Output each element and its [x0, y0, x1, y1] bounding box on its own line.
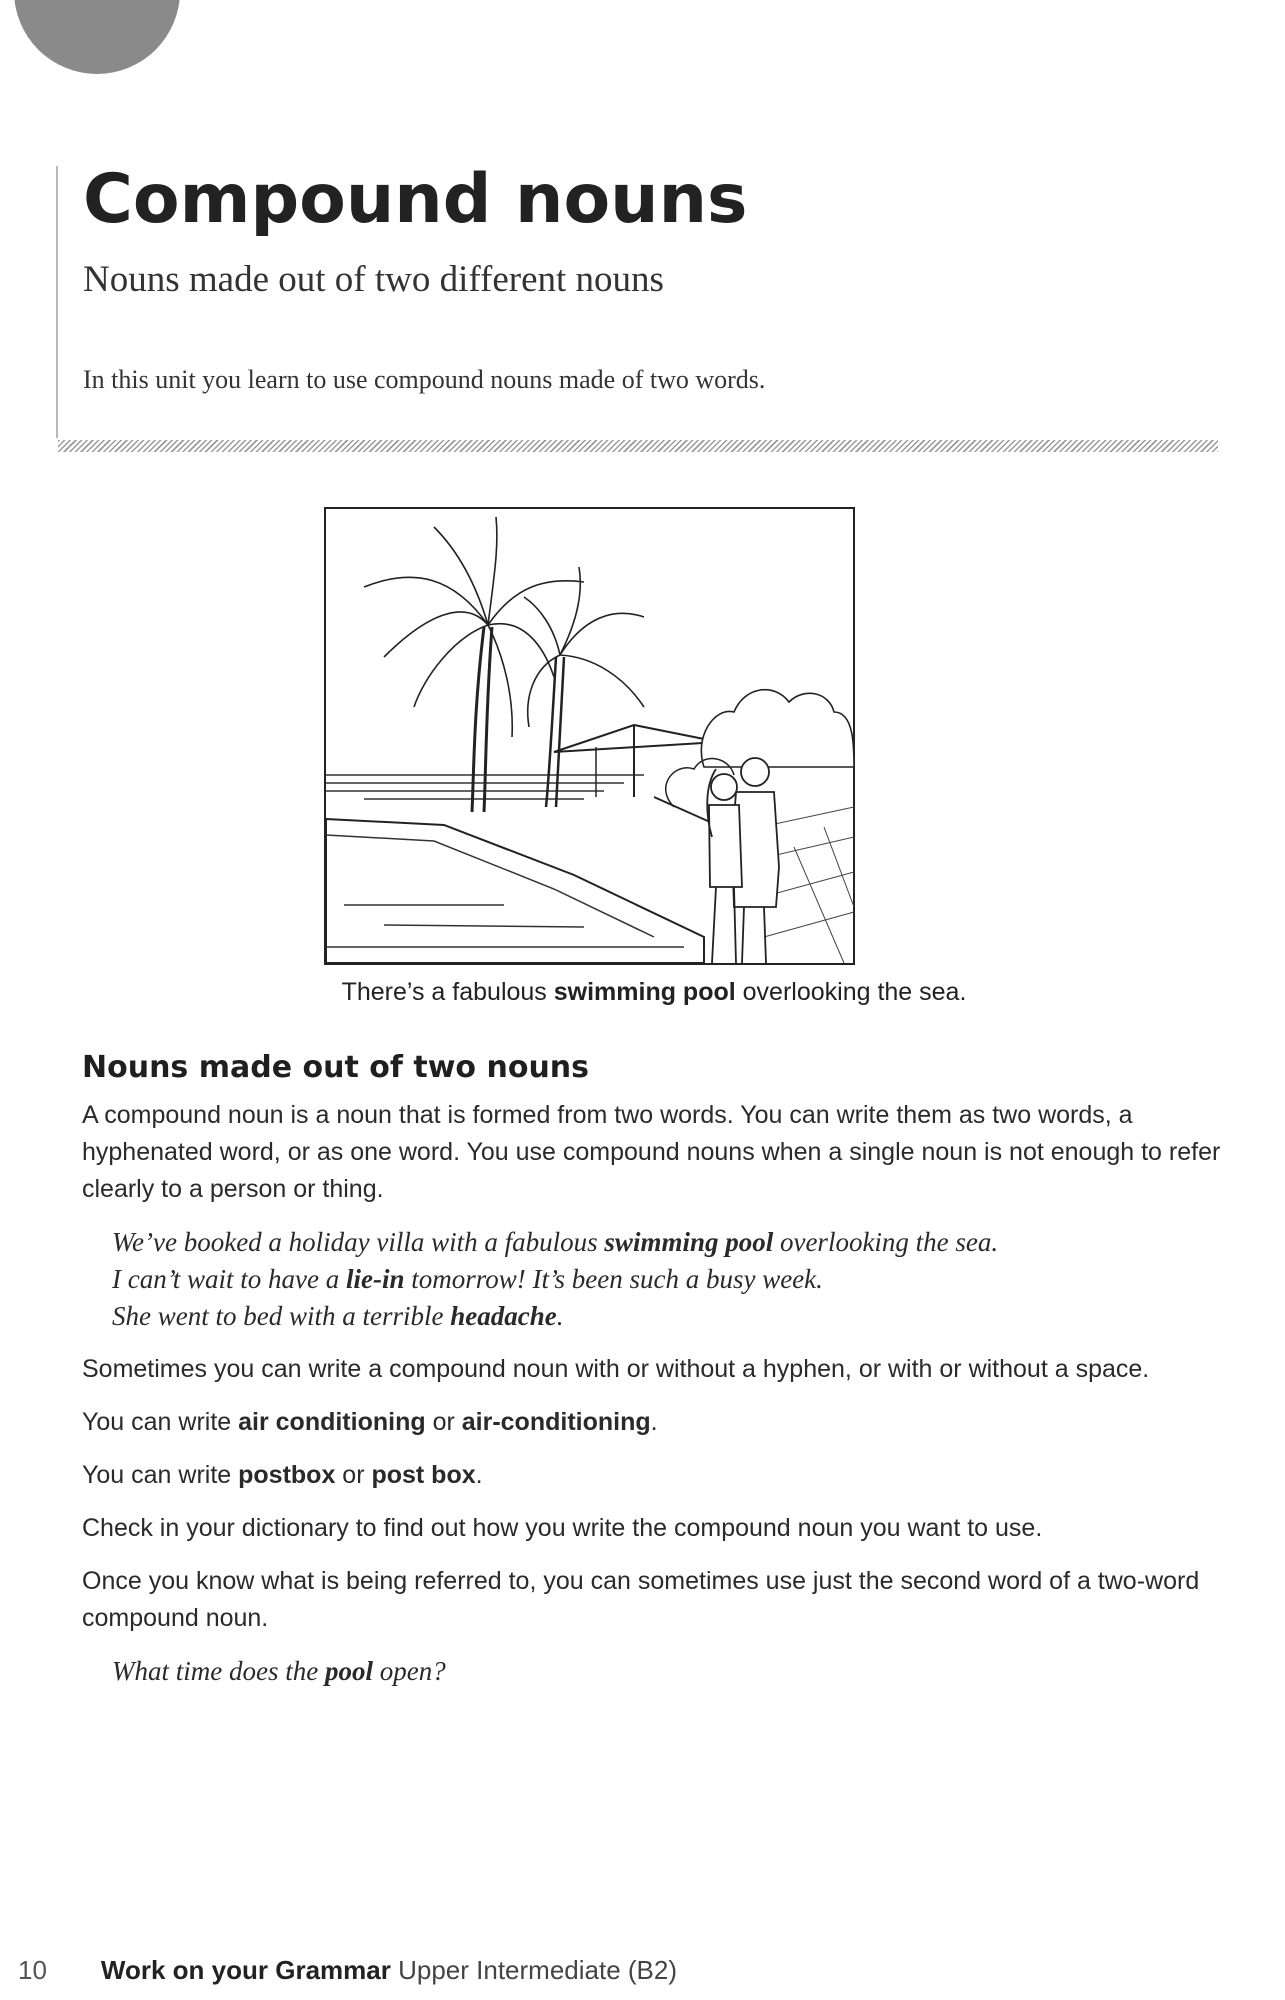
caption-text: There’s a fabulous: [341, 978, 554, 1006]
example-sentence: I can’t wait to have a lie-in tomorrow! It’s been such a busy week.: [112, 1264, 823, 1294]
paragraph-dictionary: Check in your dictionary to find out how you write the compound noun you want to use.: [82, 1514, 1043, 1542]
example-block: [112, 1653, 1222, 1690]
paragraph-air-conditioning: You can write air conditioning or air-conditioning.: [82, 1408, 658, 1436]
example-block: [112, 1224, 1222, 1335]
header-rule: [56, 166, 58, 438]
caption-bold-term: swimming pool: [553, 978, 736, 1006]
unit-intro: In this unit you learn to use compound nouns made of two words.: [83, 365, 766, 394]
page-subtitle: Nouns made out of two different nouns: [83, 259, 664, 300]
section-heading: Nouns made out of two nouns: [82, 1050, 590, 1085]
example-sentence: She went to bed with a terrible headache.: [112, 1301, 564, 1331]
hatched-divider: [58, 440, 1218, 452]
main-content: [82, 1050, 1222, 1706]
figure-caption: [324, 978, 984, 1007]
example-sentence: We’ve booked a holiday villa with a fabulous swimming pool overlooking the sea.: [112, 1227, 999, 1257]
paragraph-definition: A compound noun is a noun that is formed from two words. You can write them as two words, a hyphenated word, or as one word. You use compound nouns when a single noun is not enough to refer clearly to a person or thing.: [82, 1101, 1221, 1203]
page-number: 10: [18, 1955, 47, 1985]
book-level: Upper Intermediate (B2): [398, 1955, 677, 1985]
paragraph-hyphen: Sometimes you can write a compound noun with or without a hyphen, or with or without a space.: [82, 1355, 1150, 1383]
paragraph-second-word: Once you know what is being referred to, you can sometimes use just the second word of a two-word compound noun.: [82, 1567, 1200, 1632]
pool-illustration: [324, 507, 855, 965]
book-title: Work on your Grammar: [100, 1955, 391, 1985]
page-footer: [18, 1955, 677, 1986]
paragraph-postbox: You can write postbox or post box.: [82, 1461, 483, 1489]
example-sentence: What time does the pool open?: [112, 1656, 446, 1686]
page-title: Compound nouns: [83, 160, 748, 239]
unit-badge: [14, 0, 180, 74]
caption-text-end: overlooking the sea.: [735, 978, 967, 1006]
